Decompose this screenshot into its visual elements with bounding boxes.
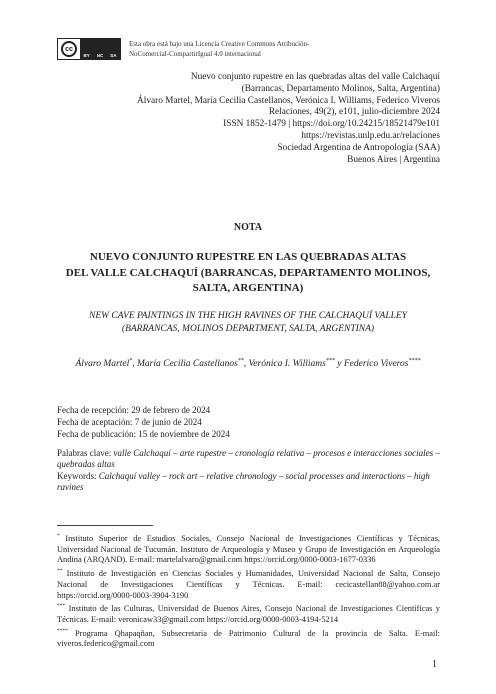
page-number: 1 [432, 659, 437, 670]
footnote-marker[interactable]: **** [408, 358, 421, 364]
author-name: Federico Viveros [343, 359, 409, 370]
author-name: María Cecilia Castellanos [136, 359, 238, 370]
footnote-marker: ** [57, 568, 63, 575]
separator: , [243, 359, 249, 370]
citation-journal: Relaciones, 49(2), e101, julio-diciembre 2024 [268, 107, 440, 118]
license-notice [129, 40, 329, 59]
footnote-text: Instituto de Investigación en Ciencias Sociales y Humanidades, Universidad Nacional de Salta, Consejo Nacional de Investigaciones Científicas y Técnicas. E-mail: cecicastellan88@yahoo.com.ar https://orcid.org/0000-0003-3904-3190 [57, 568, 440, 600]
by-icon: BY [83, 53, 90, 58]
footnote-marker: * [57, 533, 60, 539]
author-list [20, 358, 476, 369]
citation-publisher: Sociedad Argentina de Antropología (SAA) [277, 142, 440, 153]
keywords-spanish [57, 448, 441, 471]
citation-block [137, 72, 440, 166]
title-line: NUEVO CONJUNTO RUPESTRE EN LAS QUEBRADAS ALTAS [89, 251, 407, 263]
nc-icon: NC [96, 53, 104, 58]
title-line: DEL VALLE CALCHAQUÍ (BARRANCAS, DEPARTAMENTO MOLINOS, [65, 266, 431, 279]
citation-title: Nuevo conjunto rupestre en las quebradas altas del valle Calchaquí [190, 72, 440, 82]
citation-location: Buenos Aires | Argentina [347, 154, 440, 165]
footnote-marker: *** [57, 603, 66, 610]
sa-icon: SA [110, 53, 117, 58]
footnote-marker[interactable]: * [129, 358, 133, 364]
article-title [40, 250, 456, 297]
footnote-marker: **** [57, 627, 68, 634]
published-date: Fecha de publicación: 15 de noviembre de 2024 [57, 429, 230, 440]
footnote [57, 531, 440, 566]
footnotes [57, 531, 440, 650]
footnote-marker[interactable]: ** [237, 358, 244, 364]
footnote [57, 601, 440, 625]
article-title-english [40, 310, 456, 335]
footnote-text: Programa Qhapaqñan, Subsecretaría de Patrimonio Cultural de la provincia de Salta. E-mail: viveros.federico@gmail.com [57, 628, 440, 649]
accepted-date: Fecha de aceptación: 7 de junio de 2024 [57, 417, 202, 428]
keywords-value: valle Calchaquí – arte rupestre – cronología relativa – procesos e interacciones sociales – quebradas altas [57, 448, 440, 470]
citation-title-cont: (Barrancas, Departamento Molinos, Salta, Argentina) [241, 83, 440, 94]
title-en-line: NEW CAVE PAINTINGS IN THE HIGH RAVINES OF THE CALCHAQUÍ VALLEY [88, 311, 407, 321]
footnote-divider [57, 525, 153, 526]
citation-doi-link[interactable]: ISSN 1852-1479 | https://doi.org/10.24215/18521479e101 [223, 119, 440, 130]
footnote-text: Instituto Superior de Estudios Sociales, Consejo Nacional de Investigaciones Científicas y Técnicas, Universidad Nacional de Tucumán. Instituto de Arqueología y Museo y Grupo de Investigación en Arqueología Andina (ARQAND). E-mail: martelalvaro@gmail.com https://orcid.org/0000-0003-1677-0336 [57, 533, 440, 565]
author-name: Verónica I. Williams [248, 359, 326, 370]
separator: , [132, 359, 137, 370]
license-terms-icons [80, 39, 120, 59]
author-name: Álvaro Martel [75, 359, 130, 370]
keywords-value: Calchaquí valley – rock art – relative chronology – social processes and interactions – high ravines [57, 470, 430, 493]
keywords-label: Keywords: [57, 470, 99, 481]
keywords-block [57, 448, 441, 494]
license-line: NoComercial-CompartirIgual 4.0 internacional [129, 49, 261, 58]
publication-dates [57, 404, 230, 441]
cc-icon: cc [58, 39, 80, 59]
section-heading: NOTA [233, 222, 263, 233]
title-en-line: (BARRANCAS, MOLINOS DEPARTMENT, SALTA, ARGENTINA) [121, 323, 375, 334]
citation-authors: Álvaro Martel, María Cecilia Castellanos, Verónica I. Williams, Federico Viveros [137, 95, 440, 106]
footnote-marker[interactable]: *** [325, 358, 335, 364]
separator: y [334, 359, 344, 370]
journal-url-link[interactable]: https://revistas.unlp.edu.ar/relaciones [301, 130, 440, 141]
creative-commons-badge[interactable] [57, 38, 121, 60]
footnote-text: Instituto de las Culturas, Universidad de Buenos Aires, Consejo Nacional de Investigaciones Científicas y Técnicas. E-mail: veronicaw33@gmail.com https://orcid.org/0000-0003-4194-5214 [57, 604, 440, 624]
license-line: Esta obra está bajo una Licencia Creative Commons Atribución- [129, 40, 310, 48]
footnote [57, 566, 440, 601]
keywords-english [57, 471, 441, 494]
footnote [57, 626, 440, 650]
received-date: Fecha de recepción: 29 de febrero de 2024 [57, 405, 211, 415]
keywords-label: Palabras clave: [57, 448, 114, 458]
title-line: SALTA, ARGENTINA) [192, 282, 304, 294]
